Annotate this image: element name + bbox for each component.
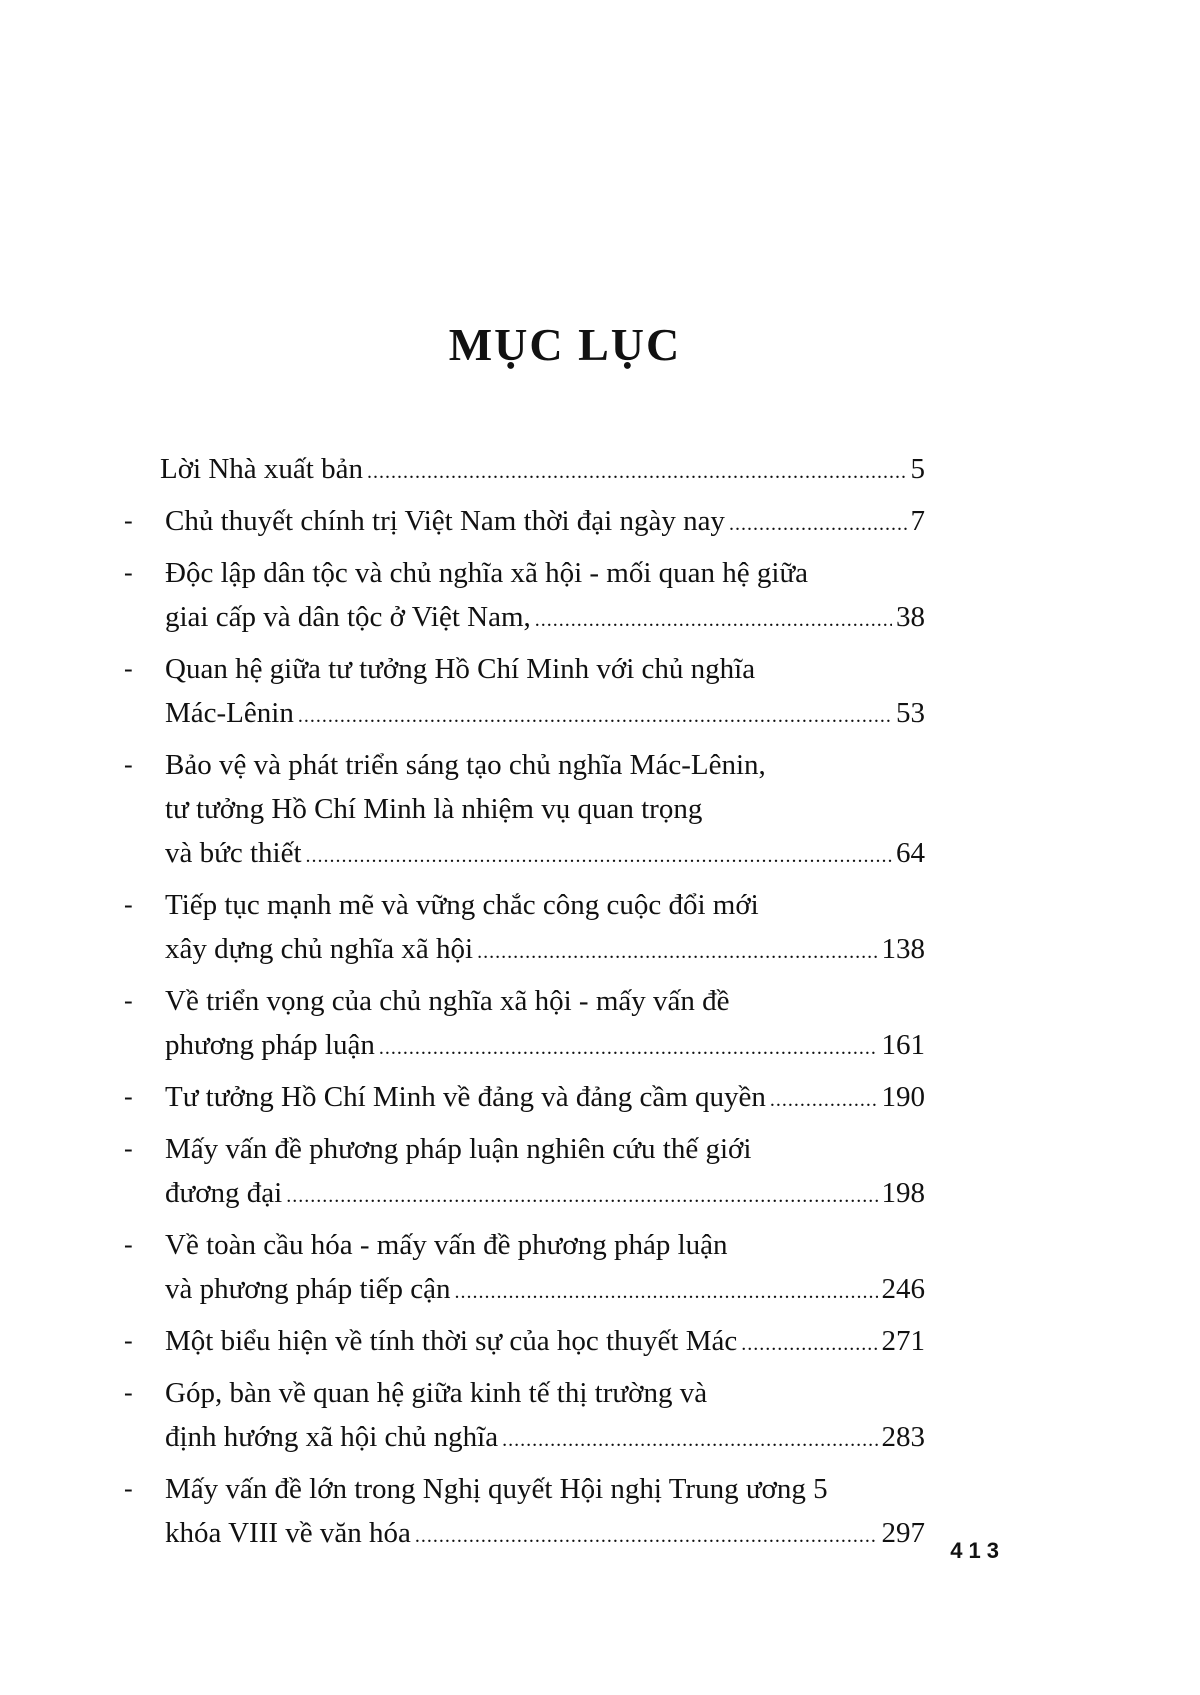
- toc-entry-title: Về toàn cầu hóa - mấy vấn đề phương pháp luận: [165, 1229, 728, 1261]
- dot-leader: [286, 1174, 877, 1218]
- toc-entry-title: Mấy vấn đề phương pháp luận nghiên cứu thế giới: [165, 1133, 752, 1165]
- toc-entry: [0, 743, 1200, 875]
- toc-entry: [0, 979, 1200, 1067]
- toc-entry-title: và phương pháp tiếp cận: [165, 1273, 451, 1305]
- toc-entry-title: Một biểu hiện về tính thời sự của học thuyết Mác: [165, 1325, 738, 1357]
- toc-entry: [0, 647, 1200, 735]
- table-of-contents: [0, 447, 1200, 1563]
- toc-entry-title: định hướng xã hội chủ nghĩa: [165, 1421, 499, 1453]
- toc-entry-bullet: -: [124, 506, 133, 535]
- toc-entry-title: tư tưởng Hồ Chí Minh là nhiệm vụ quan trọng: [165, 793, 703, 825]
- toc-entry-title: Bảo vệ và phát triển sáng tạo chủ nghĩa Mác-Lênin,: [165, 749, 766, 781]
- toc-entry-title: Góp, bàn về quan hệ giữa kinh tế thị trường và: [165, 1377, 708, 1409]
- toc-entry-title: khóa VIII về văn hóa: [165, 1517, 411, 1549]
- dot-leader: [415, 1514, 878, 1558]
- page-number: 413: [950, 1538, 1005, 1563]
- toc-entry-page: 64: [896, 837, 925, 869]
- toc-entry-title: Độc lập dân tộc và chủ nghĩa xã hội - mối quan hệ giữa: [165, 557, 809, 589]
- toc-entry-page: 7: [910, 505, 925, 537]
- toc-entry-bullet: -: [124, 1230, 133, 1259]
- toc-entry-title: và bức thiết: [165, 837, 302, 869]
- toc-entry-bullet: -: [124, 890, 133, 919]
- dot-leader: [306, 834, 892, 878]
- dot-leader: [379, 1026, 878, 1070]
- toc-entry: [0, 499, 1200, 543]
- toc-entry-bullet: -: [124, 1474, 133, 1503]
- dot-leader: [298, 694, 892, 738]
- toc-entry-bullet: -: [124, 1326, 133, 1355]
- toc-entry-title: Tiếp tục mạnh mẽ và vững chắc công cuộc đổi mới: [165, 889, 759, 921]
- toc-entry-title: Tư tưởng Hồ Chí Minh về đảng và đảng cầm quyền: [165, 1081, 766, 1113]
- toc-entry-title: xây dựng chủ nghĩa xã hội: [165, 933, 474, 965]
- toc-entry-title: Mấy vấn đề lớn trong Nghị quyết Hội nghị Trung ương 5: [165, 1473, 828, 1505]
- toc-entry: [0, 1127, 1200, 1215]
- dot-leader: [535, 598, 892, 642]
- toc-entry-title: phương pháp luận: [165, 1029, 375, 1061]
- toc-entry-bullet: -: [124, 558, 133, 587]
- dot-leader: [455, 1270, 878, 1314]
- toc-entry-page: 246: [881, 1273, 925, 1305]
- toc-entry-page: 297: [881, 1517, 925, 1549]
- dot-leader: [502, 1418, 877, 1462]
- toc-entry: [0, 447, 1200, 491]
- toc-entry-bullet: -: [124, 1082, 133, 1111]
- toc-entry: [0, 1223, 1200, 1311]
- toc-entry-title: Quan hệ giữa tư tưởng Hồ Chí Minh với chủ nghĩa: [165, 653, 756, 685]
- toc-entry-bullet: -: [124, 1378, 133, 1407]
- toc-entry-page: 198: [881, 1177, 925, 1209]
- toc-entry-bullet: -: [124, 750, 133, 779]
- toc-entry-bullet: -: [124, 1134, 133, 1163]
- toc-entry-page: 5: [910, 453, 925, 485]
- toc-entry: [0, 883, 1200, 971]
- toc-entry-bullet: -: [124, 986, 133, 1015]
- toc-entry-page: 161: [881, 1029, 925, 1061]
- toc-entry-title: Mác-Lênin: [165, 697, 294, 729]
- toc-entry: [0, 1075, 1200, 1119]
- toc-entry-page: 283: [881, 1421, 925, 1453]
- toc-entry-title: đương đại: [165, 1177, 283, 1209]
- toc-entry-page: 138: [881, 933, 925, 965]
- dot-leader: [741, 1322, 877, 1366]
- toc-entry: [0, 1319, 1200, 1363]
- page-title: MỤC LỤC: [448, 319, 682, 370]
- toc-entry-page: 190: [881, 1081, 925, 1113]
- toc-entry: [0, 1371, 1200, 1459]
- dot-leader: [367, 450, 907, 494]
- toc-entry: [0, 1467, 1200, 1555]
- dot-leader: [770, 1078, 878, 1122]
- toc-entry-page: 38: [896, 601, 925, 633]
- toc-entry-bullet: -: [124, 654, 133, 683]
- toc-entry-page: 271: [881, 1325, 925, 1357]
- toc-entry: [0, 551, 1200, 639]
- toc-entry-title: Chủ thuyết chính trị Việt Nam thời đại ngày nay: [165, 505, 725, 537]
- toc-entry-title: Lời Nhà xuất bản: [160, 453, 363, 485]
- dot-leader: [477, 930, 877, 974]
- toc-entry-title: giai cấp và dân tộc ở Việt Nam,: [165, 601, 531, 633]
- toc-entry-title: Về triển vọng của chủ nghĩa xã hội - mấy vấn đề: [165, 985, 730, 1017]
- dot-leader: [729, 502, 907, 546]
- toc-entry-page: 53: [896, 697, 925, 729]
